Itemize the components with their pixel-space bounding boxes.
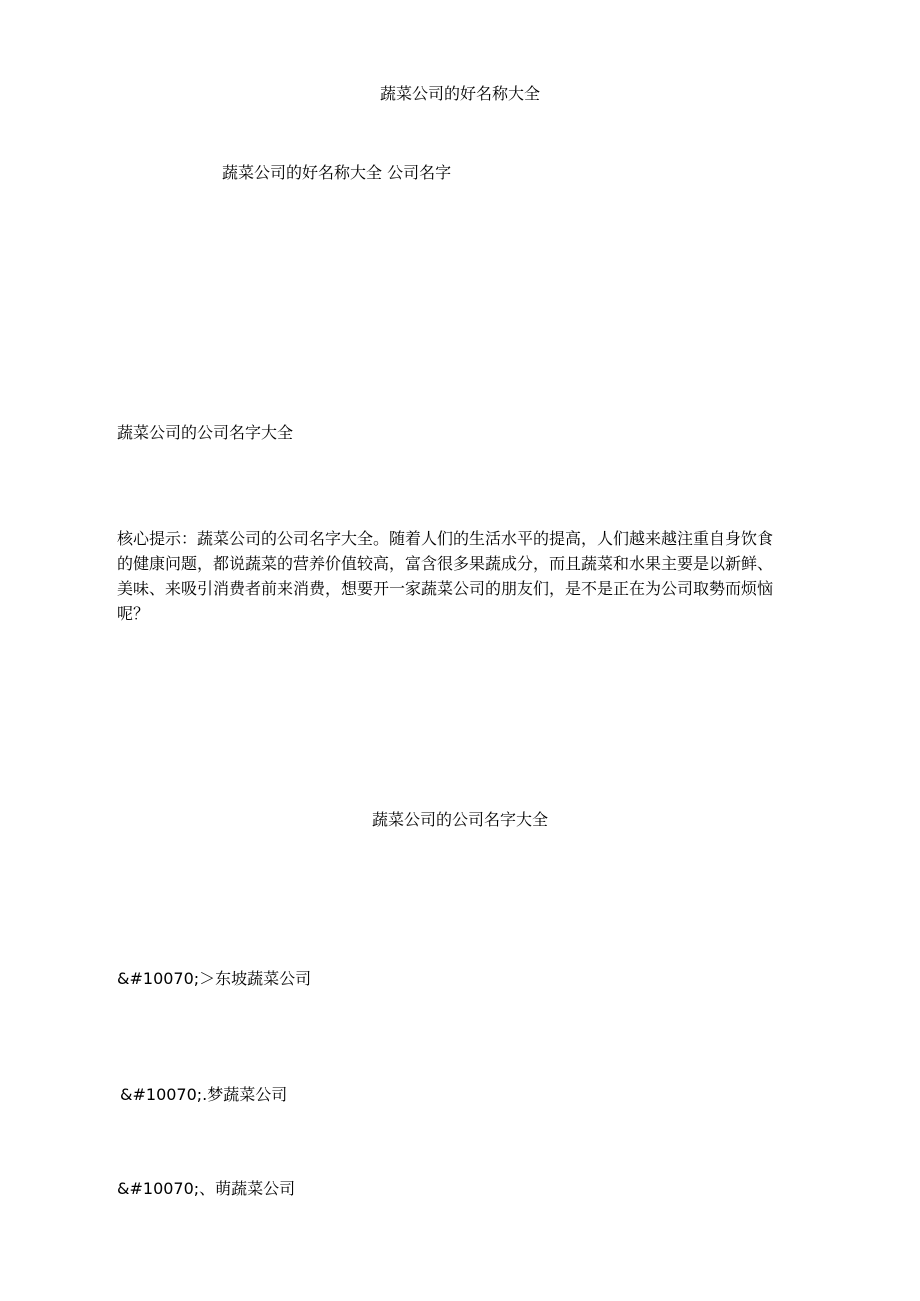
document-subtitle: 蔬菜公司的好名称大全 公司名字 — [222, 163, 452, 182]
summary-paragraph: 核心提示：蔬菜公司的公司名字大全。随着人们的生活水平的提高，人们越来越注重自身饮食的健康问题，都说蔬菜的营养价值较高，富含很多果蔬成分，而且蔬菜和水果主要是以新鲜、美味、来吸引消费者前来消费，想要开一家蔬菜公司的朋友们，是不是正在为公司取勢而烦恼呢？ — [117, 529, 774, 623]
list-item: &#10070;.梦蔬菜公司 — [120, 1085, 288, 1104]
section-heading-centered: 蔬菜公司的公司名字大全 — [371, 810, 548, 829]
list-item: &#10070;＞东坡蔬菜公司 — [117, 969, 312, 988]
list-item: &#10070;、萌蔬菜公司 — [117, 1179, 296, 1198]
document-title: 蔬菜公司的好名称大全 — [379, 84, 540, 103]
section-heading: 蔬菜公司的公司名字大全 — [117, 423, 294, 442]
